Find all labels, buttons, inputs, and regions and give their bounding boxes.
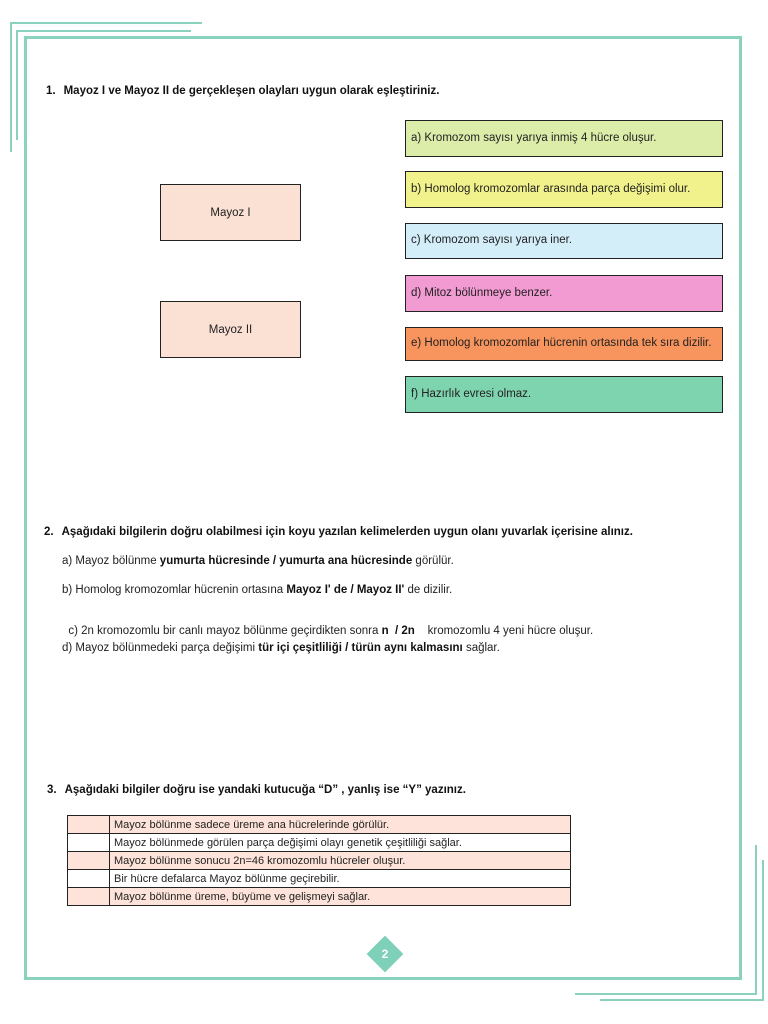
answer-box[interactable]	[68, 834, 110, 852]
option-b[interactable]	[405, 171, 723, 208]
row-statement: Mayoz bölünme sonucu 2n=46 kromozomlu hücreler oluşur.	[110, 852, 571, 870]
question-1-number: 1.	[46, 85, 56, 97]
statement-a-before: a) Mayoz bölünme	[62, 555, 160, 567]
option-a-text: a) Kromozom sayısı yarıya inmiş 4 hücre oluşur.	[411, 131, 657, 144]
mayoz-1-box[interactable]	[160, 184, 301, 241]
frame-deco-line	[10, 22, 202, 24]
statement-c-after: kromozomlu 4 yeni hücre oluşur.	[414, 625, 594, 637]
row-statement: Bir hücre defalarca Mayoz bölünme geçirebilir.	[110, 870, 571, 888]
option-e-text: e) Homolog kromozomlar hücrenin ortasında tek sıra dizilir.	[411, 337, 712, 350]
table-row	[68, 888, 571, 906]
row-statement: Mayoz bölünme üreme, büyüme ve gelişmeyi sağlar.	[110, 888, 571, 906]
frame-deco-line	[755, 845, 757, 995]
table-row	[68, 816, 571, 834]
option-d-text: d) Mitoz bölünmeye benzer.	[411, 286, 553, 299]
answer-box[interactable]	[68, 870, 110, 888]
statement-b-choice[interactable]: Mayoz I' de / Mayoz II'	[286, 584, 405, 596]
table-row	[68, 834, 571, 852]
question-1-title	[46, 85, 439, 97]
mayoz-2-box[interactable]	[160, 301, 301, 358]
question-2-text: Aşağıdaki bilgilerin doğru olabilmesi için koyu yazılan kelimelerden uygun olanı yuvarlak içerisine alınız.	[61, 526, 633, 538]
frame-deco-line	[10, 22, 12, 152]
frame-deco-line	[16, 30, 18, 140]
option-f[interactable]	[405, 376, 723, 413]
statement-d	[62, 642, 500, 654]
statement-d-after: sağlar.	[462, 642, 500, 654]
answer-box[interactable]	[68, 816, 110, 834]
question-1-text: Mayoz I ve Mayoz II de gerçekleşen olayları uygun olarak eşleştiriniz.	[63, 85, 440, 97]
frame-deco-line	[575, 993, 757, 995]
statement-c-before: c) 2n kromozomlu bir canlı mayoz bölünme geçirdikten sonra	[68, 625, 382, 637]
option-c[interactable]	[405, 223, 723, 259]
option-b-text: b) Homolog kromozomlar arasında parça değişimi olur.	[411, 182, 691, 195]
statement-a-choice[interactable]: yumurta hücresinde / yumurta ana hücresinde	[159, 555, 413, 567]
page-number: 2	[381, 947, 389, 961]
table-row	[68, 852, 571, 870]
option-e[interactable]	[405, 327, 723, 361]
statement-d-choice[interactable]: tür içi çeşitliliği / türün aynı kalmasını	[258, 642, 463, 654]
question-2-number: 2.	[44, 526, 54, 538]
question-3-title	[47, 784, 466, 796]
row-statement: Mayoz bölünme sadece üreme ana hücrelerinde görülür.	[110, 816, 571, 834]
frame-deco-line	[600, 999, 764, 1001]
statement-b	[62, 584, 452, 596]
question-3-number: 3.	[47, 784, 57, 796]
option-a[interactable]	[405, 120, 723, 157]
mayoz-2-label: Mayoz II	[208, 323, 253, 336]
statement-b-after: de dizilir.	[404, 584, 453, 596]
table-row	[68, 870, 571, 888]
question-2-title	[44, 526, 633, 538]
statement-b-before: b) Homolog kromozomlar hücrenin ortasına	[62, 584, 287, 596]
statement-a-after: görülür.	[412, 555, 454, 567]
statement-c-choice[interactable]: n / 2n	[381, 625, 415, 637]
answer-box[interactable]	[68, 888, 110, 906]
option-c-text: c) Kromozom sayısı yarıya iner.	[411, 234, 573, 247]
question-3-text: Aşağıdaki bilgiler doğru ise yandaki kutucuğa “D” , yanlış ise “Y” yazınız.	[64, 784, 466, 796]
statement-a	[62, 555, 454, 567]
row-statement: Mayoz bölünmede görülen parça değişimi olayı genetik çeşitliliği sağlar.	[110, 834, 571, 852]
frame-deco-line	[762, 860, 764, 1000]
statement-d-before: d) Mayoz bölünmedeki parça değişimi	[62, 642, 259, 654]
mayoz-1-label: Mayoz I	[210, 206, 251, 219]
frame-deco-line	[16, 30, 191, 32]
option-d[interactable]	[405, 275, 723, 312]
option-f-text: f) Hazırlık evresi olmaz.	[411, 387, 532, 400]
statement-c	[62, 613, 593, 637]
true-false-table	[67, 815, 571, 906]
answer-box[interactable]	[68, 852, 110, 870]
